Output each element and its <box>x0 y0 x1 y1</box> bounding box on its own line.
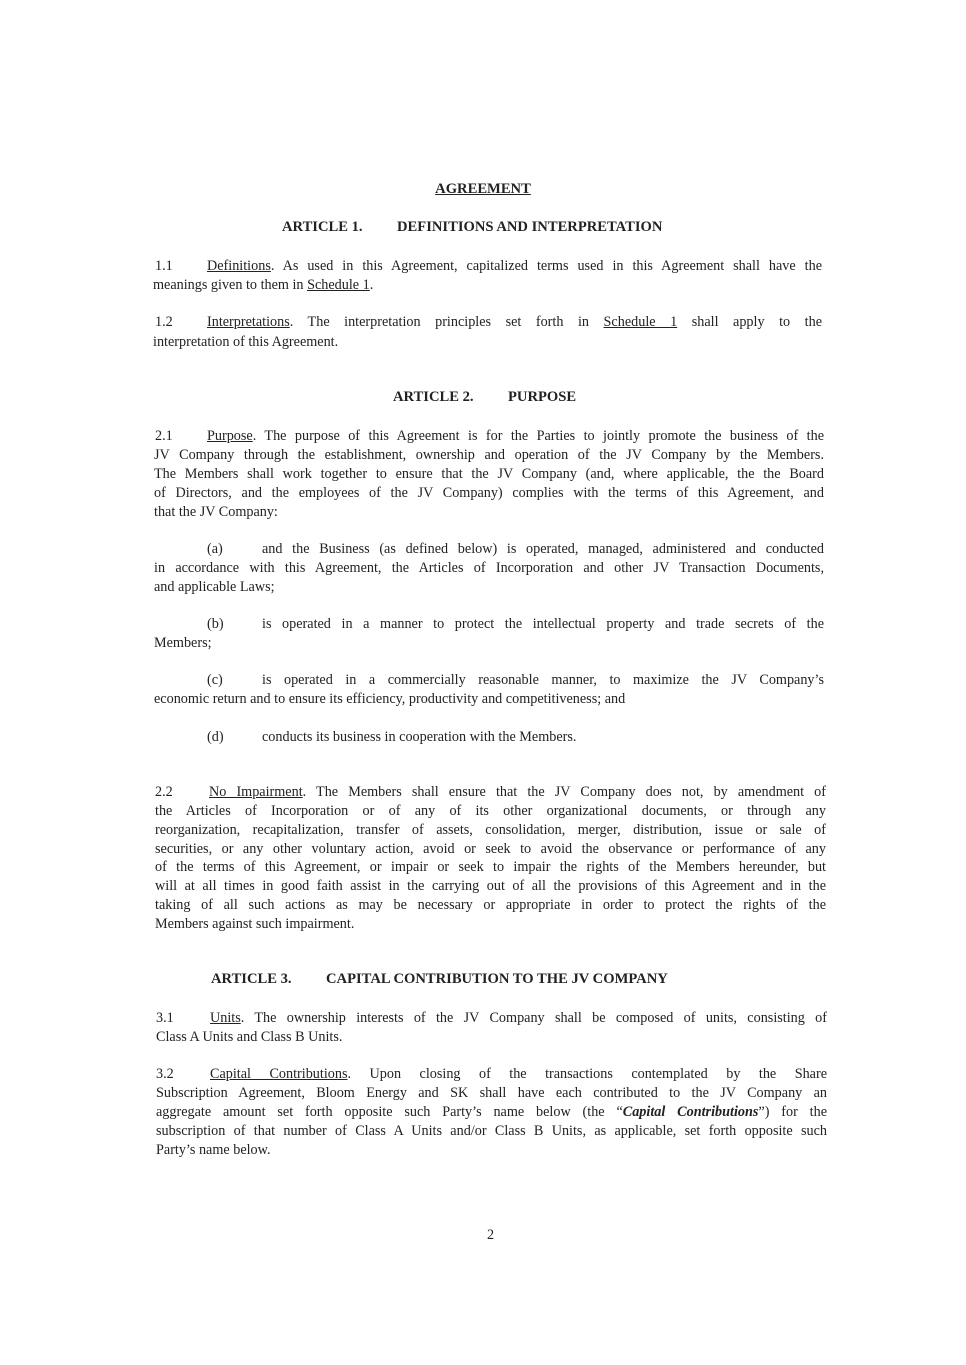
article-2-number: ARTICLE 2. <box>393 389 474 405</box>
section-3-2-line-1: Capital Contributions. Upon closing of the transactions contemplated by the Share <box>210 1066 827 1082</box>
section-2-2-heading: No Impairment <box>209 784 303 800</box>
item-b-label: (b) <box>207 616 224 632</box>
section-2-2-line-5: of the terms of this Agreement, or impair or seek to impair the rights of the Members hereunder, but <box>155 859 826 875</box>
section-2-1-line-4: of Directors, and the employees of the JV Company) complies with the terms of this Agreement, and <box>154 485 824 501</box>
section-3-2-line-4: subscription of that number of Class A Units and/or Class B Units, as applicable, set forth opposite such <box>156 1123 827 1139</box>
article-2-title: PURPOSE <box>508 389 577 405</box>
section-2-2-line-6: will at all times in good faith assist in the carrying out of all the provisions of this Agreement and in the <box>155 878 826 894</box>
section-1-1-line-1: Definitions. As used in this Agreement, capitalized terms used in this Agreement shall have the <box>207 258 822 274</box>
section-1-2-line-1: Interpretations. The interpretation principles set forth in Schedule 1 shall apply to the <box>207 314 822 330</box>
item-c-line-2: economic return and to ensure its efficiency, productivity and competitiveness; and <box>154 691 626 707</box>
section-2-2-line-7: taking of all such actions as may be necessary or appropriate in order to protect the rights of the <box>155 897 826 913</box>
section-3-2-line-3: aggregate amount set forth opposite such Party’s name below (the “Capital Contributions”) for the <box>156 1104 827 1120</box>
section-2-2-line-4: securities, or any other voluntary action, avoid or seek to avoid the observance or performance of any <box>155 841 826 857</box>
schedule-1-reference: Schedule 1 <box>603 314 678 330</box>
article-1-title: DEFINITIONS AND INTERPRETATION <box>397 219 663 235</box>
item-c-line-1: is operated in a commercially reasonable manner, to maximize the JV Company’s <box>262 672 824 688</box>
section-3-2-heading: Capital Contributions <box>210 1066 348 1082</box>
section-2-2-line-8: Members against such impairment. <box>155 916 355 932</box>
section-3-1-number: 3.1 <box>156 1010 174 1026</box>
section-2-2-line-1: No Impairment. The Members shall ensure that the JV Company does not, by amendment of <box>209 784 826 800</box>
item-d-line-1: conducts its business in cooperation with the Members. <box>262 729 577 745</box>
capital-contributions-term: Capital Contributions <box>622 1104 759 1120</box>
article-3-title: CAPITAL CONTRIBUTION TO THE JV COMPANY <box>326 971 668 987</box>
section-1-2-line-2: interpretation of this Agreement. <box>153 334 339 350</box>
section-2-1-line-1: Purpose. The purpose of this Agreement is for the Parties to jointly promote the business of the <box>207 428 824 444</box>
item-b-line-2: Members; <box>154 635 212 651</box>
section-3-1-line-1: Units. The ownership interests of the JV Company shall be composed of units, consisting of <box>210 1010 827 1026</box>
section-3-2-number: 3.2 <box>156 1066 174 1082</box>
schedule-1-reference: Schedule 1 <box>307 277 370 293</box>
article-3-number: ARTICLE 3. <box>211 971 292 987</box>
section-1-2-heading: Interpretations <box>207 314 290 330</box>
item-a-line-3: and applicable Laws; <box>154 579 275 595</box>
section-2-2-line-3: reorganization, recapitalization, transfer of assets, consolidation, merger, distribution, issue or sale of <box>155 822 826 838</box>
section-1-1-line-2: meanings given to them in Schedule 1. <box>153 277 374 293</box>
item-c-label: (c) <box>207 672 223 688</box>
section-2-2-line-2: the Articles of Incorporation or of any of its other organizational documents, or through any <box>155 803 826 819</box>
section-3-1-line-2: Class A Units and Class B Units. <box>156 1029 343 1045</box>
item-a-label: (a) <box>207 541 223 557</box>
item-a-line-2: in accordance with this Agreement, the Articles of Incorporation and other JV Transaction Documents, <box>154 560 824 576</box>
section-2-1-heading: Purpose <box>207 428 253 444</box>
section-3-2-line-5: Party’s name below. <box>156 1142 271 1158</box>
item-b-line-1: is operated in a manner to protect the intellectual property and trade secrets of the <box>262 616 824 632</box>
item-a-line-1: and the Business (as defined below) is operated, managed, administered and conducted <box>262 541 824 557</box>
item-d-label: (d) <box>207 729 224 745</box>
section-3-2-line-2: Subscription Agreement, Bloom Energy and SK shall have each contributed to the JV Company an <box>156 1085 827 1101</box>
document-title: AGREEMENT <box>435 181 531 197</box>
section-2-1-line-3: The Members shall work together to ensure that the JV Company (and, where applicable, the the Board <box>154 466 824 482</box>
section-3-1-heading: Units <box>210 1010 241 1026</box>
page-number: 2 <box>487 1227 495 1243</box>
section-1-1-heading: Definitions <box>207 258 271 274</box>
section-2-1-line-5: that the JV Company: <box>154 504 278 520</box>
section-2-1-number: 2.1 <box>155 428 173 444</box>
article-1-number: ARTICLE 1. <box>282 219 363 235</box>
section-2-1-line-2: JV Company through the establishment, ownership and operation of the JV Company by the Members. <box>154 447 824 463</box>
section-2-2-number: 2.2 <box>155 784 173 800</box>
section-1-2-number: 1.2 <box>155 314 173 330</box>
section-1-1-number: 1.1 <box>155 258 173 274</box>
